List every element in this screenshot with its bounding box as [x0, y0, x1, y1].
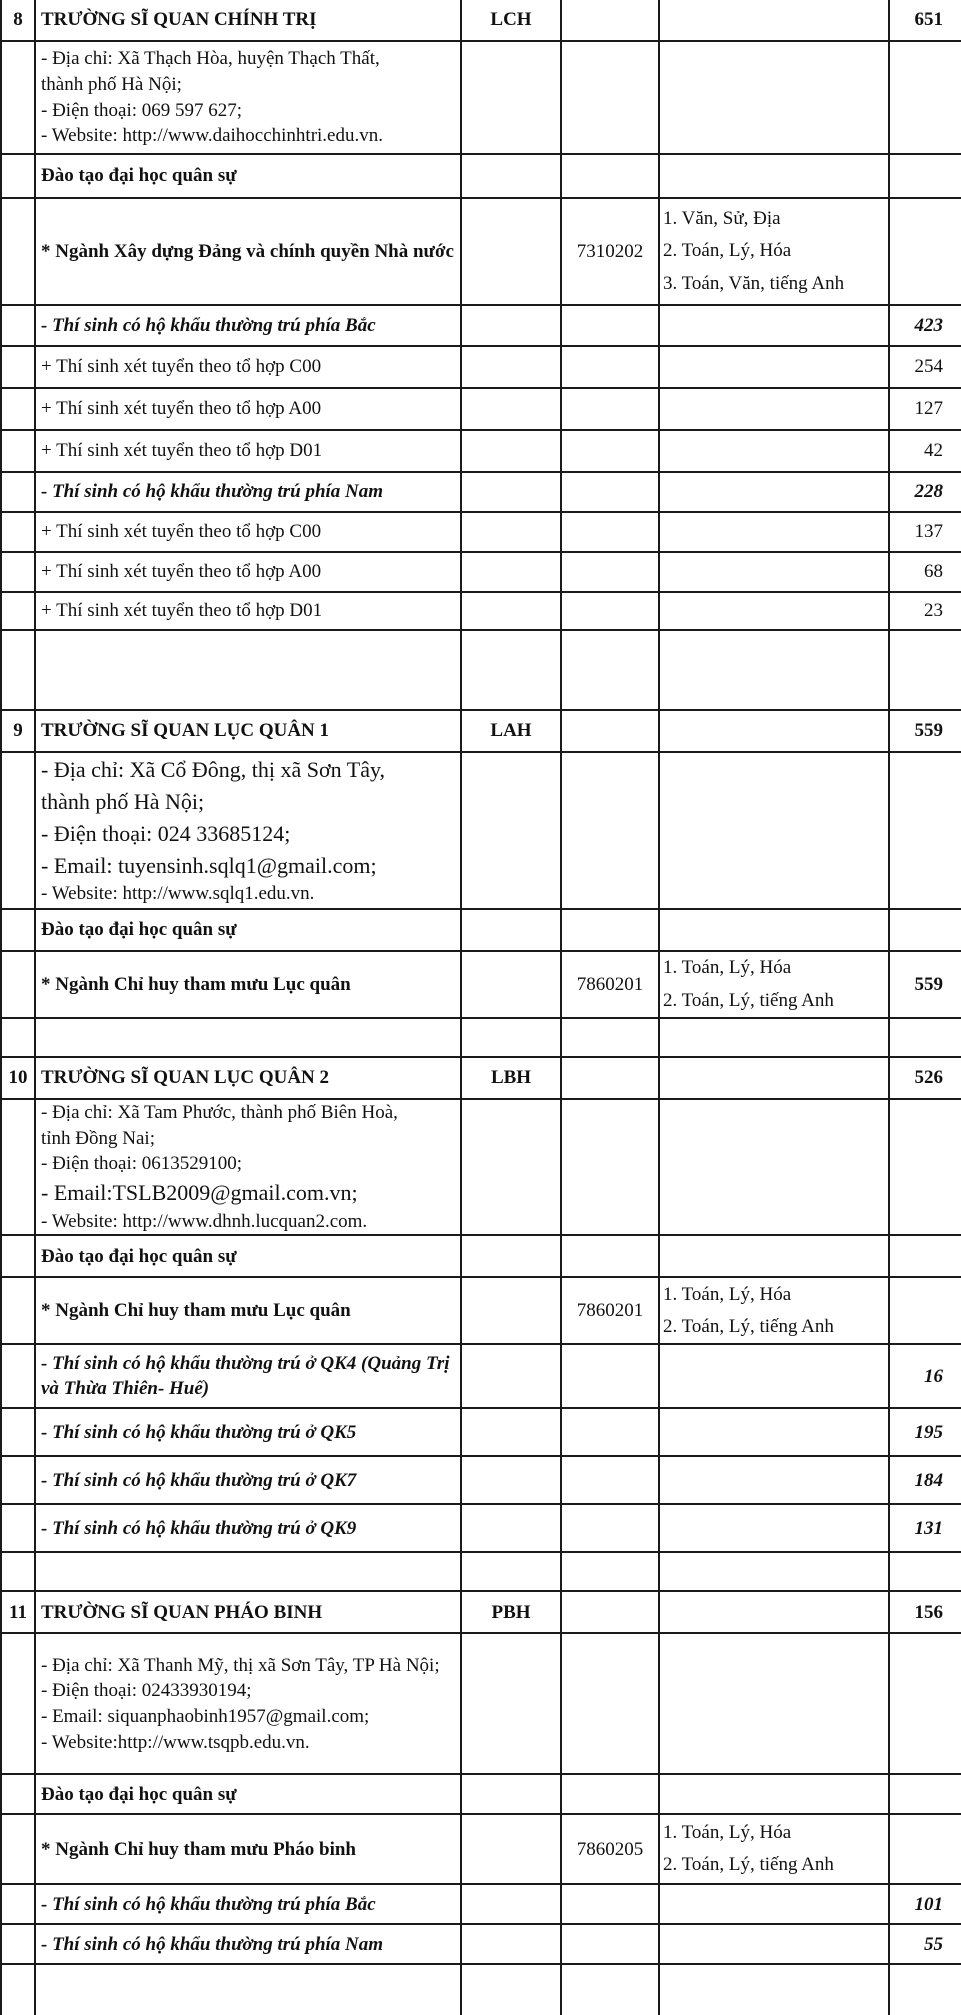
quota-row: [1, 512, 961, 552]
quota-value: 423: [889, 305, 961, 346]
school-contact-row: [1, 41, 961, 154]
quota-row: [1, 552, 961, 592]
training-type-row: [1, 154, 961, 198]
quota-label: - Thí sinh có hộ khẩu thường trú phía Bắc: [35, 305, 461, 346]
subject-combinations: 1. Toán, Lý, Hóa 2. Toán, Lý, tiếng Anh: [659, 951, 889, 1018]
training-type-row: [1, 1235, 961, 1277]
school-name: TRƯỜNG SĨ QUAN CHÍNH TRỊ: [35, 0, 461, 41]
major-total: 559: [889, 951, 961, 1018]
quota-row: [1, 305, 961, 346]
school-code: LBH: [461, 1057, 561, 1099]
school-header-row: [1, 0, 961, 41]
quota-row: [1, 1344, 961, 1408]
spacer-row: [1, 630, 961, 710]
quota-value: 228: [889, 472, 961, 512]
major-code: 7860201: [561, 1277, 659, 1344]
quota-value: 195: [889, 1408, 961, 1456]
school-stt: 11: [1, 1591, 35, 1633]
spacer-row: [1, 1018, 961, 1057]
quota-label: - Thí sinh có hộ khẩu thường trú ở QK4 (Quảng Trị và Thừa Thiên- Huế): [35, 1344, 461, 1408]
major-name: * Ngành Chỉ huy tham mưu Pháo binh: [35, 1814, 461, 1884]
school-name: TRƯỜNG SĨ QUAN PHÁO BINH: [35, 1591, 461, 1633]
school-stt: 10: [1, 1057, 35, 1099]
school-contact-row: [1, 1099, 961, 1235]
school-total: 526: [889, 1057, 961, 1099]
school-name: TRƯỜNG SĨ QUAN LỤC QUÂN 1: [35, 710, 461, 752]
quota-row: [1, 388, 961, 430]
quota-value: 55: [889, 1924, 961, 1964]
major-code: 7860201: [561, 951, 659, 1018]
quota-label: - Thí sinh có hộ khẩu thường trú phía Bắc: [35, 1884, 461, 1924]
major-total: [889, 1814, 961, 1884]
quota-label: - Thí sinh có hộ khẩu thường trú phía Nam: [35, 1924, 461, 1964]
quota-row: [1, 346, 961, 388]
major-row: [1, 951, 961, 1018]
quota-row: [1, 1408, 961, 1456]
school-header-row: [1, 1591, 961, 1633]
quota-label: - Thí sinh có hộ khẩu thường trú phía Nam: [35, 472, 461, 512]
major-name: * Ngành Xây dựng Đảng và chính quyền Nhà nước: [35, 198, 461, 305]
quota-row: [1, 1924, 961, 1964]
quota-label: + Thí sinh xét tuyển theo tổ hợp C00: [35, 346, 461, 388]
quota-label: + Thí sinh xét tuyển theo tổ hợp D01: [35, 592, 461, 630]
quota-row: [1, 592, 961, 630]
major-total: [889, 198, 961, 305]
quota-label: + Thí sinh xét tuyển theo tổ hợp A00: [35, 388, 461, 430]
school-contact-row: [1, 752, 961, 909]
subject-combinations: 1. Toán, Lý, Hóa 2. Toán, Lý, tiếng Anh: [659, 1814, 889, 1884]
major-code: 7860205: [561, 1814, 659, 1884]
major-row: [1, 198, 961, 305]
quota-label: - Thí sinh có hộ khẩu thường trú ở QK9: [35, 1504, 461, 1552]
training-type: Đào tạo đại học quân sự: [35, 154, 461, 198]
school-address: - Địa chỉ: Xã Tam Phước, thành phố Biên Hoà, tỉnh Đồng Nai; - Điện thoại: 0613529100; - Email:TSLB2009@gmail.com.vn; - Website: http://www.dhnh.lucquan2.com.: [35, 1099, 461, 1235]
quota-value: 42: [889, 430, 961, 472]
school-total: 156: [889, 1591, 961, 1633]
quota-value: 101: [889, 1884, 961, 1924]
school-stt: 9: [1, 710, 35, 752]
school-code: LAH: [461, 710, 561, 752]
quota-label: - Thí sinh có hộ khẩu thường trú ở QK7: [35, 1456, 461, 1504]
training-type-row: [1, 1774, 961, 1814]
school-code: PBH: [461, 1591, 561, 1633]
quota-label: + Thí sinh xét tuyển theo tổ hợp A00: [35, 552, 461, 592]
spacer-row: [1, 1552, 961, 1591]
school-contact-row: [1, 1633, 961, 1774]
school-header-row: [1, 1057, 961, 1099]
quota-value: 184: [889, 1456, 961, 1504]
training-type: Đào tạo đại học quân sự: [35, 1235, 461, 1277]
major-name: * Ngành Chỉ huy tham mưu Lục quân: [35, 1277, 461, 1344]
quota-label: - Thí sinh có hộ khẩu thường trú ở QK5: [35, 1408, 461, 1456]
school-stt: 8: [1, 0, 35, 41]
quota-value: 127: [889, 388, 961, 430]
subject-combinations: 1. Văn, Sử, Địa 2. Toán, Lý, Hóa 3. Toán, Văn, tiếng Anh: [659, 198, 889, 305]
training-type-row: [1, 909, 961, 951]
quota-label: + Thí sinh xét tuyển theo tổ hợp C00: [35, 512, 461, 552]
quota-row: [1, 1456, 961, 1504]
quota-label: + Thí sinh xét tuyển theo tổ hợp D01: [35, 430, 461, 472]
school-address: - Địa chỉ: Xã Thanh Mỹ, thị xã Sơn Tây, TP Hà Nội; - Điện thoại: 02433930194; - Email: siquanphaobinh1957@gmail.com; - Website:http://www.tsqpb.edu.vn.: [35, 1633, 461, 1774]
major-name: * Ngành Chỉ huy tham mưu Lục quân: [35, 951, 461, 1018]
school-total: 559: [889, 710, 961, 752]
quota-row: [1, 472, 961, 512]
quota-value: 16: [889, 1344, 961, 1408]
quota-value: 68: [889, 552, 961, 592]
subject-combinations: 1. Toán, Lý, Hóa 2. Toán, Lý, tiếng Anh: [659, 1277, 889, 1344]
quota-value: 254: [889, 346, 961, 388]
school-total: 651: [889, 0, 961, 41]
quota-row: [1, 1884, 961, 1924]
school-address: - Địa chỉ: Xã Thạch Hòa, huyện Thạch Thất, thành phố Hà Nội; - Điện thoại: 069 597 627; - Website: http://www.daihocchinhtri.edu.vn.: [35, 41, 461, 154]
major-row: [1, 1277, 961, 1344]
major-total: [889, 1277, 961, 1344]
quota-value: 131: [889, 1504, 961, 1552]
school-address: - Địa chỉ: Xã Cổ Đông, thị xã Sơn Tây, thành phố Hà Nội; - Điện thoại: 024 33685124; - Email: tuyensinh.sqlq1@gmail.com; - Website: http://www.sqlq1.edu.vn.: [35, 752, 461, 909]
major-code: 7310202: [561, 198, 659, 305]
spacer-row: [1, 1964, 961, 2015]
quota-value: 23: [889, 592, 961, 630]
training-type: Đào tạo đại học quân sự: [35, 909, 461, 951]
quota-value: 137: [889, 512, 961, 552]
school-code: LCH: [461, 0, 561, 41]
school-name: TRƯỜNG SĨ QUAN LỤC QUÂN 2: [35, 1057, 461, 1099]
school-header-row: [1, 710, 961, 752]
major-row: [1, 1814, 961, 1884]
quota-row: [1, 1504, 961, 1552]
training-type: Đào tạo đại học quân sự: [35, 1774, 461, 1814]
quota-row: [1, 430, 961, 472]
